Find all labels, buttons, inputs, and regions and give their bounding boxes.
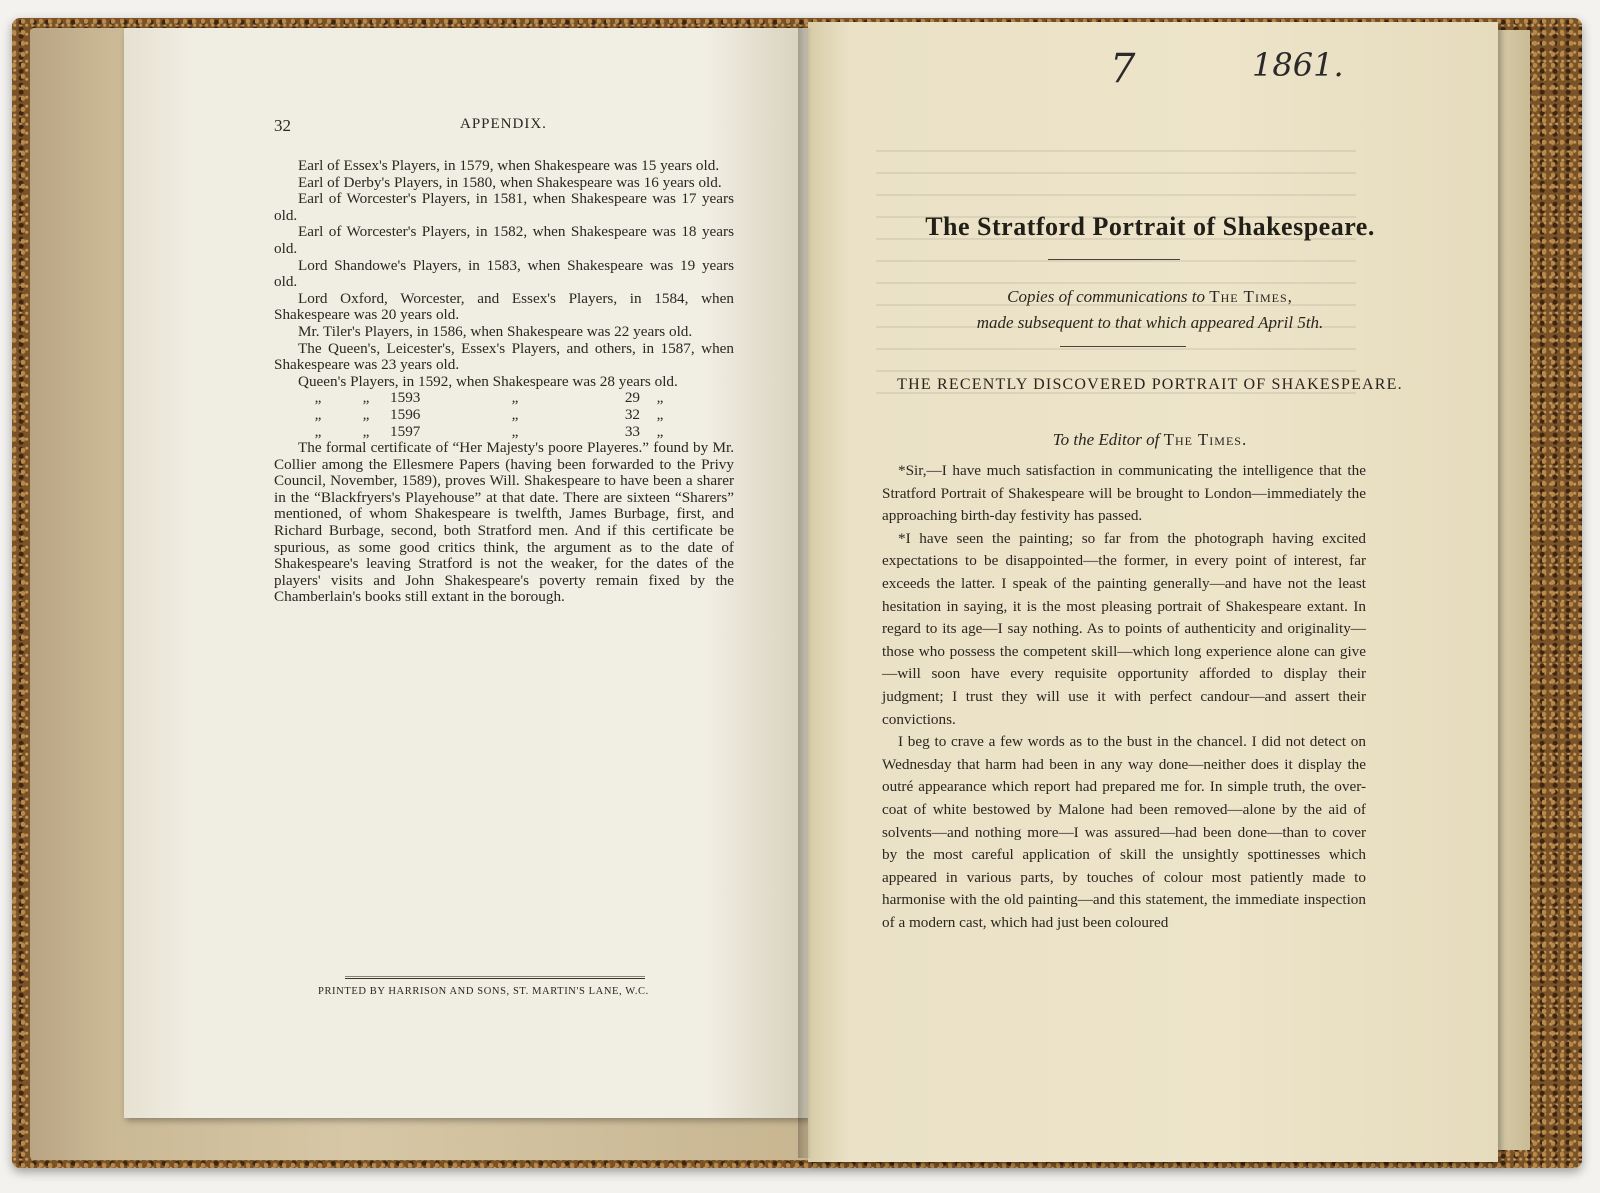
closing-paragraph: The formal certificate of “Her Majesty's poore Playeres.” found by Mr. Collier among the Ellesmere Papers (having been forwarded to the Privy Council, November, 1589), proves Will. Shakespeare to have been a sharer in the “Blackfryers's Playehouse” at that date. There are sixteen “Sharers” mentioned, of whom Shakespeare is twelfth, James Burbage, first, and Richard Burbage, second, both Stratford men. And if this certificate be spurious, as some good critics think, the argument as to the date of Shakespeare's leaving Stratford is not the weaker, for the dates of the players' visits and John Shakespeare's poverty remain fixed by the Chamberlain's books still extant in the borough. <box>274 439 734 606</box>
paragraph: The Queen's, Leicester's, Essex's Players, and others, in 1587, when Shakespeare was 23 years old. <box>274 339 734 374</box>
ditto-row <box>274 424 734 441</box>
divider <box>1060 346 1186 347</box>
show-through-text <box>876 150 1356 400</box>
ditto-mark: „ <box>656 422 664 440</box>
paragraph: Earl of Worcester's Players, in 1581, when Shakespeare was 17 years old. <box>274 190 734 224</box>
paragraph: *Sir,—I have much satisfaction in communicating the intelligence that the Stratford Portrait of Shakespeare will be brought to London—immediately the approaching birth-day festivity has passed. <box>882 462 1366 525</box>
ditto-mark: „ <box>656 389 664 407</box>
age-value: 33 <box>624 422 640 440</box>
handwritten-number: 7 <box>1110 46 1136 92</box>
age-value: 29 <box>624 389 640 407</box>
paragraph: Lord Shandowe's Players, in 1583, when Shakespeare was 19 years old. <box>274 256 734 291</box>
year-value: 1593 <box>390 389 421 407</box>
page-title: The Stratford Portrait of Shakespeare. <box>925 212 1375 241</box>
ditto-mark: „ <box>511 422 519 440</box>
copies-subtitle <box>890 284 1410 336</box>
left-page-header <box>274 116 744 138</box>
running-head: APPENDIX. <box>460 116 547 132</box>
age-value: 32 <box>624 405 640 423</box>
ditto-row <box>274 390 734 407</box>
ditto-mark: „ <box>362 422 370 440</box>
paragraph: Lord Oxford, Worcester, and Essex's Players, in 1584, when Shakespeare was 20 years old. <box>274 289 734 324</box>
subtitle-text: Copies of communications to <box>1007 287 1205 306</box>
ditto-mark: „ <box>656 405 664 423</box>
year-value: 1596 <box>390 405 421 423</box>
subtitle-text: made subsequent to that which appeared April 5th. <box>976 313 1324 332</box>
ditto-mark: „ <box>362 389 370 407</box>
ditto-mark: „ <box>362 405 370 423</box>
article-heading: THE RECENTLY DISCOVERED PORTRAIT OF SHAKESPEARE. <box>897 376 1403 393</box>
book-gutter <box>798 28 812 1158</box>
paragraph: *I have seen the painting; so far from the photograph having excited expectations to be disappointed—the former, in every point of interest, far exceeds the latter. I speak of the painting generally—and have not the least hesitation in saying, it is the most pleasing portrait of Shakespeare extant. In regard to its age—I say nothing. As to points of authenticity and originality—those who possess the competent skill—which long experience alone can give—will soon have every requisite opportunity afforded to display their judgment; I trust they will use it with perfect candour—and assert their convictions. <box>882 529 1366 728</box>
address-text: To the Editor of <box>1052 430 1160 449</box>
divider <box>345 976 645 977</box>
printer-imprint: PRINTED BY HARRISON AND SONS, ST. MARTIN'S LANE, W.C. <box>318 986 649 997</box>
paragraph: Earl of Derby's Players, in 1580, when Shakespeare was 16 years old. <box>298 173 722 191</box>
paragraph: Queen's Players, in 1592, when Shakespeare was 28 years old. <box>298 372 678 390</box>
right-page-body <box>882 460 1366 934</box>
ditto-mark: „ <box>314 389 322 407</box>
paragraph: Earl of Essex's Players, in 1579, when Shakespeare was 15 years old. <box>298 157 720 174</box>
ditto-row <box>274 407 734 424</box>
page-number: 32 <box>274 116 291 135</box>
editor-address <box>890 430 1410 450</box>
newspaper-name: The Times, <box>1209 287 1293 306</box>
ditto-mark: „ <box>314 422 322 440</box>
divider <box>1048 259 1180 260</box>
divider <box>345 978 645 979</box>
ditto-mark: „ <box>314 405 322 423</box>
ditto-mark: „ <box>511 405 519 423</box>
paragraph: Mr. Tiler's Players, in 1586, when Shakespeare was 22 years old. <box>298 322 693 340</box>
paragraph: I beg to crave a few words as to the bust in the chancel. I did not detect on Wednesday that harm had been in any way done—neither does it display the outré appearance which report had prepared me for. In simple truth, the over-coat of white bestowed by Malone had been removed—alone by the aid of solvents—and nothing more—I was assured—had been done—than to cover by the most careful application of skill the unsightly spottinesses which appeared in various parts, by touches of colour most patiently made to harmonise with the old painting—and this statement, the immediate inspection of a modern cast, which had just been coloured <box>882 733 1366 931</box>
year-value: 1597 <box>390 422 421 440</box>
handwritten-year: 1861. <box>1252 46 1344 84</box>
ditto-mark: „ <box>511 389 519 407</box>
newspaper-name: The Times. <box>1163 430 1248 449</box>
left-page-body <box>274 158 734 606</box>
paragraph: Earl of Worcester's Players, in 1582, when Shakespeare was 18 years old. <box>274 223 734 257</box>
